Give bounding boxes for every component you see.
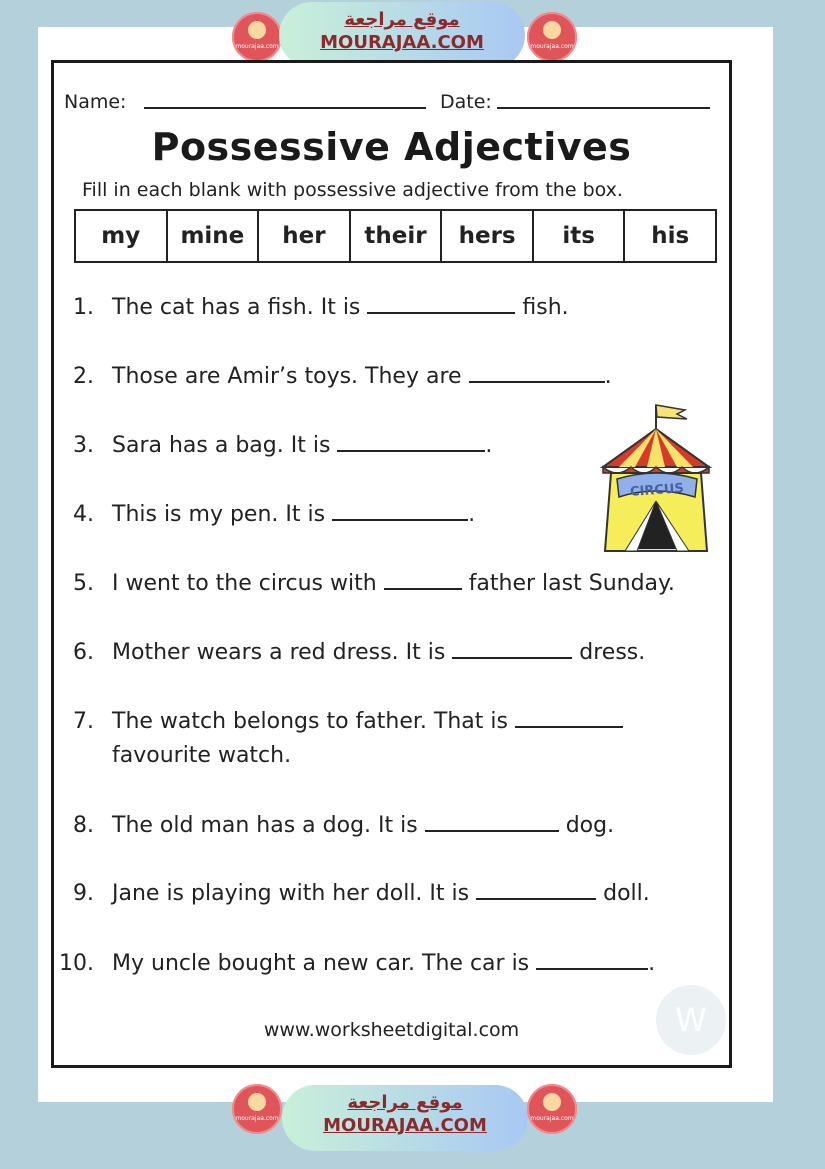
instructions: Fill in each blank with possessive adjective from the box. xyxy=(82,179,623,201)
answer-blank[interactable] xyxy=(425,816,559,832)
word-box xyxy=(74,209,717,263)
name-row xyxy=(64,91,126,113)
name-line xyxy=(144,107,426,109)
word-box-item: his xyxy=(651,223,690,249)
answer-blank[interactable] xyxy=(332,505,468,521)
banner-site-link[interactable]: MOURAJAA.COM xyxy=(320,32,484,53)
banner-arabic-text: موقع مراجعة xyxy=(347,1092,463,1113)
answer-blank[interactable] xyxy=(515,712,623,728)
word-box-item: my xyxy=(76,211,168,261)
answer-blank[interactable] xyxy=(476,884,596,900)
site-logo-left-bottom[interactable]: mourajaa.com xyxy=(232,1084,282,1134)
word-box-item: their xyxy=(351,211,443,261)
site-logo-left-top[interactable]: mourajaa.com xyxy=(232,12,282,62)
answer-blank[interactable] xyxy=(337,436,485,452)
word-box-item: hers xyxy=(442,211,534,261)
name-label: Name: xyxy=(64,91,127,113)
answer-blank[interactable] xyxy=(536,954,648,970)
page-title: Possessive Adjectives xyxy=(151,125,632,169)
watermark-icon xyxy=(654,983,728,1057)
word-box-item: her xyxy=(259,211,351,261)
date-row xyxy=(440,91,492,113)
site-banner-bottom[interactable] xyxy=(282,1085,528,1151)
footer-url[interactable]: www.worksheetdigital.com xyxy=(263,1019,520,1041)
word-box-item: mine xyxy=(168,211,260,261)
answer-blank[interactable] xyxy=(469,367,605,383)
site-banner-top[interactable] xyxy=(279,2,525,68)
site-logo-right-bottom[interactable]: mourajaa.com xyxy=(527,1084,577,1134)
answer-blank[interactable] xyxy=(367,298,515,314)
banner-arabic-text: موقع مراجعة xyxy=(344,9,460,30)
word-box-item: its xyxy=(534,211,626,261)
site-logo-right-top[interactable]: mourajaa.com xyxy=(527,12,577,62)
worksheet-frame: Name: Date: Possessive Adjectives Fill in each blank with possessive adjective from the box. my mine her their hers its his 1. The cat has a fish. It is fish. 2. Those are Amir’s toys. They are . 3. Sara has a bag. It is . 4. This is my pen. It is . 5. I went to the circus with father last Sunday. 6. Mother wears a red dress. It is dress. 7. The watch belongs to father. That is favourite watch. 8. The old man has a dog. It is dog. 9. Jane is playing with her doll. It is doll. 10. My uncle bought a new car. The car is . CIRCUS www.worksheetdigital.com W xyxy=(51,60,732,1068)
date-line xyxy=(497,107,710,109)
circus-sign-text: CIRCUS xyxy=(629,481,685,500)
answer-blank[interactable] xyxy=(452,643,572,659)
date-label: Date: xyxy=(440,91,492,113)
answer-blank[interactable] xyxy=(384,574,462,590)
banner-site-link[interactable]: MOURAJAA.COM xyxy=(323,1115,487,1136)
circus-tent-illustration xyxy=(597,401,717,557)
svg-text:W: W xyxy=(675,1001,707,1039)
